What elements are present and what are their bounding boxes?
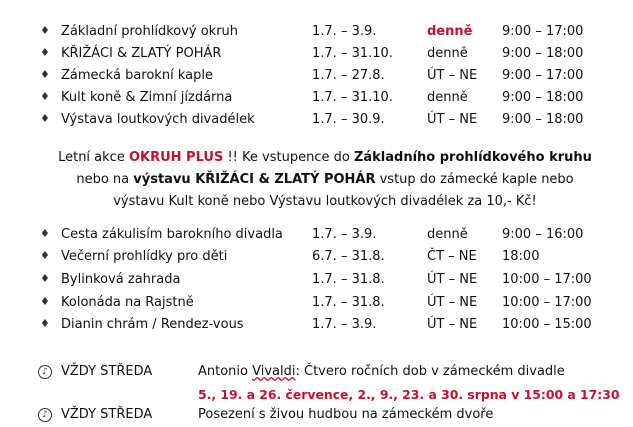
bullet-icon: ♦ bbox=[40, 68, 50, 81]
tour-name: Bylinková zahrada bbox=[61, 272, 181, 287]
event-desc-start: Antonio bbox=[198, 364, 253, 379]
tour-name: Zámecká barokní kaple bbox=[61, 68, 213, 83]
tour-dates: 1.7. – 31.8. bbox=[312, 272, 385, 287]
tour-row bbox=[0, 270, 633, 290]
tour-dates: 1.7. – 31.10. bbox=[312, 46, 393, 61]
tour-hours: 9:00 – 18:00 bbox=[502, 90, 584, 105]
promo-line-1 bbox=[40, 147, 610, 169]
tour-row bbox=[0, 88, 633, 108]
promo-prefix: Letní akce bbox=[58, 150, 129, 165]
tour-name: Kult koně & Zimní jízdárna bbox=[61, 90, 233, 105]
tour-days: denně bbox=[427, 227, 468, 242]
music-note-icon: ♪ bbox=[38, 365, 52, 379]
tour-days: ÚT – NE bbox=[427, 295, 478, 310]
tour-row bbox=[0, 66, 633, 86]
tour-row bbox=[0, 247, 633, 267]
promo-line-3: výstavu Kult koně nebo Výstavu loutkových divadélek za 10,- Kč! bbox=[113, 194, 537, 209]
event-label: VŽDY STŘEDA bbox=[61, 364, 153, 379]
bullet-icon: ♦ bbox=[40, 112, 50, 125]
tour-row bbox=[0, 293, 633, 313]
tour-hours: 9:00 – 16:00 bbox=[502, 227, 584, 242]
tour-name: Základní prohlídkový okruh bbox=[61, 24, 239, 39]
tour-dates: 1.7. – 31.10. bbox=[312, 90, 393, 105]
tour-hours: 9:00 – 17:00 bbox=[502, 68, 584, 83]
tour-dates: 1.7. – 3.9. bbox=[312, 227, 377, 242]
tour-hours: 10:00 – 15:00 bbox=[502, 317, 592, 332]
event-description bbox=[198, 362, 565, 382]
bullet-icon: ♦ bbox=[40, 90, 50, 103]
bullet-icon: ♦ bbox=[40, 317, 50, 330]
tour-name: KŘIŽÁCI & ZLATÝ POHÁR bbox=[61, 46, 222, 61]
tour-row bbox=[0, 225, 633, 245]
event-desc-spelled: Vivaldi bbox=[252, 364, 296, 379]
promo-line1-bold: Základního prohlídkového kruhu bbox=[353, 150, 592, 165]
tour-dates: 1.7. – 3.9. bbox=[312, 24, 377, 39]
event-dates: 5., 19. a 26. července, 2., 9., 23. a 30. srpna v 15:00 a 17:30 bbox=[198, 387, 620, 402]
tour-name: Kolonáda na Rajstně bbox=[61, 295, 194, 310]
tour-days: denně bbox=[427, 24, 473, 39]
tour-row bbox=[0, 44, 633, 64]
tour-hours: 10:00 – 17:00 bbox=[502, 272, 592, 287]
tour-dates: 6.7. – 31.8. bbox=[312, 249, 385, 264]
event-description: Posezení s živou hudbou na zámeckém dvoře bbox=[198, 407, 494, 422]
tour-days: ÚT – NE bbox=[427, 317, 478, 332]
tour-name: Večerní prohlídky pro děti bbox=[61, 249, 228, 264]
tour-name: Dianin chrám / Rendez-vous bbox=[61, 317, 244, 332]
tour-hours: 9:00 – 18:00 bbox=[502, 112, 584, 127]
tour-name: Cesta zákulisím barokního divadla bbox=[61, 227, 283, 242]
event-desc-end: : Čtvero ročních dob v zámeckém divadle bbox=[295, 364, 565, 379]
promo-line2-rest: vstup do zámecké kaple nebo bbox=[375, 172, 574, 187]
tour-hours: 10:00 – 17:00 bbox=[502, 295, 592, 310]
bullet-icon: ♦ bbox=[40, 24, 50, 37]
promo-line2-start: nebo na bbox=[76, 172, 134, 187]
tour-name: Výstava loutkových divadélek bbox=[61, 112, 255, 127]
tour-dates: 1.7. – 3.9. bbox=[312, 317, 377, 332]
bullet-icon: ♦ bbox=[40, 295, 50, 308]
tour-row bbox=[0, 315, 633, 335]
tour-dates: 1.7. – 30.9. bbox=[312, 112, 385, 127]
tour-row bbox=[0, 22, 633, 42]
tour-row bbox=[0, 110, 633, 130]
promo-line1-rest: !! Ke vstupence do bbox=[223, 150, 354, 165]
bullet-icon: ♦ bbox=[40, 46, 50, 59]
promo-line-2 bbox=[40, 169, 610, 191]
bullet-icon: ♦ bbox=[40, 227, 50, 240]
bullet-icon: ♦ bbox=[40, 272, 50, 285]
tour-dates: 1.7. – 27.8. bbox=[312, 68, 385, 83]
tour-hours: 9:00 – 17:00 bbox=[502, 24, 584, 39]
tour-days: denně bbox=[427, 90, 468, 105]
promo-paragraph bbox=[40, 147, 610, 213]
tour-hours: 18:00 bbox=[502, 249, 540, 264]
tour-dates: 1.7. – 31.8. bbox=[312, 295, 385, 310]
event-row bbox=[0, 405, 633, 427]
music-note-icon: ♪ bbox=[38, 408, 52, 422]
event-row bbox=[0, 362, 633, 384]
promo-highlight: OKRUH PLUS bbox=[128, 150, 224, 165]
tour-days: ÚT – NE bbox=[427, 112, 478, 127]
bullet-icon: ♦ bbox=[40, 249, 50, 262]
event-label: VŽDY STŘEDA bbox=[61, 407, 153, 422]
promo-line2-bold: výstavu KŘIŽÁCI & ZLATÝ POHÁR bbox=[133, 172, 376, 187]
tour-days: denně bbox=[427, 46, 468, 61]
tour-days: ÚT – NE bbox=[427, 68, 478, 83]
tour-days: ÚT – NE bbox=[427, 272, 478, 287]
tour-days: ČT – NE bbox=[427, 249, 477, 264]
tour-hours: 9:00 – 18:00 bbox=[502, 46, 584, 61]
